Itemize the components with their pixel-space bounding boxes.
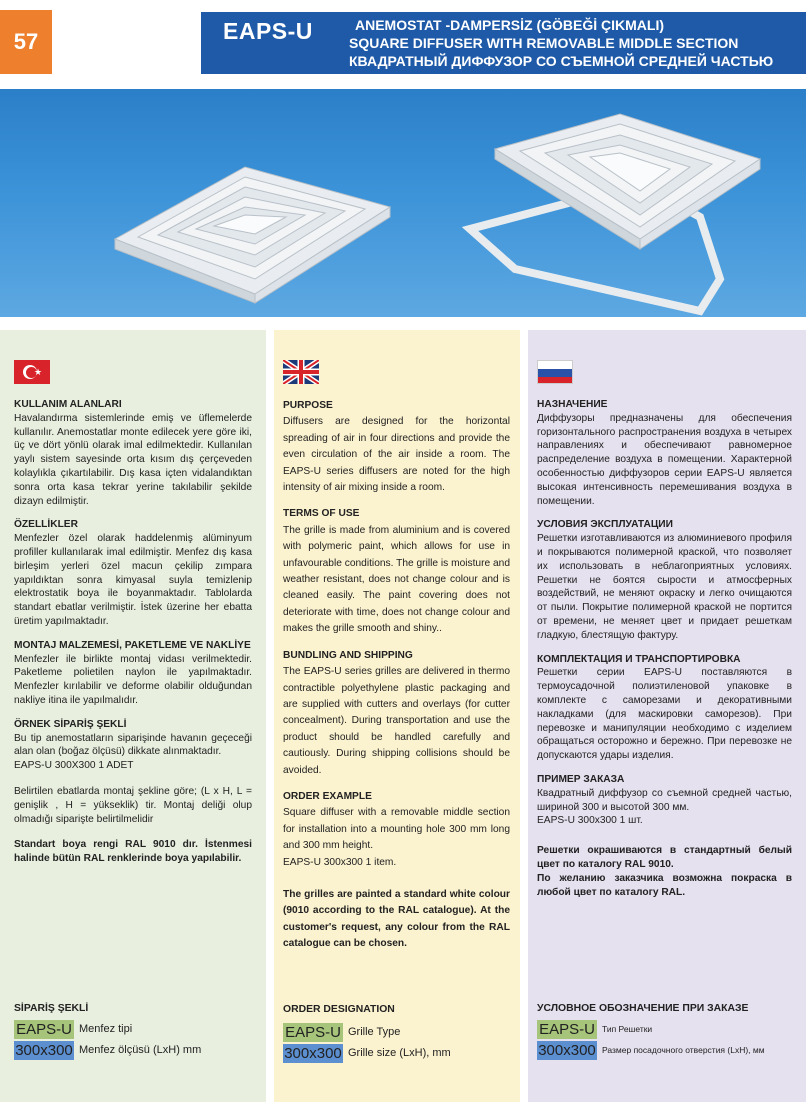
title-ru: КВАДРАТНЫЙ ДИФФУЗОР СО СЪЕМНОЙ СРЕДНЕЙ ЧАСТЬЮ (349, 53, 774, 69)
section-title: НАЗНАЧЕНИЕ (537, 399, 608, 410)
designation-title: SİPARİŞ ŞEKLİ (14, 1003, 89, 1014)
header-bar (201, 12, 806, 74)
paint-note: Решетки окрашиваются в стандартный белый цвет по каталогу RAL 9010. (537, 845, 792, 870)
section-text: Bu tip anemostatların siparişinde havanın geçeceği alan olan (boğaz ölçüsü) dikkate alınmaktadır. (14, 732, 252, 758)
section-text: Решетки изготавливаются из алюминиевого профиля и покрываются полимерной краской, что позволяет их использовать в неблагоприятных условиях. Решетки не боятся сырости и атмосферных воздействий, не меняют окраску и легко очищаются от пыли. Покрытие полимерной краской не портится от времени, не меняет цвет и придает решеткам гладкую, блестящую фактуру. (537, 533, 792, 641)
section-title: ÖRNEK SİPARİŞ ŞEKLİ (14, 718, 127, 730)
title-en: SQUARE DIFFUSER WITH REMOVABLE MIDDLE SECTION (349, 35, 739, 51)
section-text: Диффузоры предназначены для обеспечения горизонтального распространения воздуха в четырех направлениях и обеспечивают равномерное распределение воздуха в помещении. Характерной особенностью диффузоров серии EAPS-U является высокая интенсивность перемешивания воздуха в помещении. (537, 412, 792, 507)
section-title: КОМПЛЕКТАЦИЯ И ТРАНСПОРТИРОВКА (537, 653, 741, 665)
type-chip: EAPS-U (283, 1023, 343, 1042)
section-title: KULLANIM ALANLARI (14, 399, 122, 410)
size-label: Grille size (LxH), mm (348, 1047, 451, 1060)
product-photo (0, 89, 806, 317)
type-label: Menfez tipi (79, 1022, 133, 1035)
size-chip: 300x300 (284, 1044, 342, 1062)
page-number: 57 (0, 10, 52, 74)
designation-row (283, 1022, 533, 1042)
column-english (274, 330, 520, 1102)
section-title: MONTAJ MALZEMESİ, PAKETLEME VE NAKLİYE (14, 639, 251, 651)
section-text: The grille is made from aluminium and is covered with polymeric paint, which allows for use in unfavourable conditions. The grille is moisture and weather resistant, does not change colour and is cleaned easily. The paint covering does not deteriorate with time, does not change colour and makes the grille smooth and shiny.. (283, 524, 510, 635)
type-chip: EAPS-U (537, 1020, 597, 1039)
designation-title: УСЛОВНОЕ ОБОЗНАЧЕНИЕ ПРИ ЗАКАЗЕ (537, 1003, 749, 1014)
section-text: Square diffuser with a removable middle section for installation into a mounting hole 300 mm long and 300 mm height. (283, 807, 510, 852)
model-title: EAPS-U (223, 18, 313, 44)
order-designation (14, 1002, 264, 1062)
title-tr: ANEMOSTAT -DAMPERSİZ (GÖBEĞİ ÇIKMALI) (355, 17, 665, 33)
uk-flag-icon (283, 360, 319, 384)
product-titles (349, 16, 773, 70)
order-designation (537, 1002, 787, 1062)
order-designation (283, 1002, 533, 1064)
size-label: Размер посадочного отверстия (LxH), мм (602, 1044, 765, 1055)
section-title: ORDER EXAMPLE (283, 790, 372, 802)
paint-note: The grilles are painted a standard white colour (9010 according to the RAL catalogue). At the customer's request, any colour from the RAL catalogue can be chosen. (283, 888, 510, 950)
paint-note: Standart boya rengi RAL 9010 dır. İstenmesi halinde bütün RAL renklerinde boya yapılabilir. (14, 839, 252, 865)
designation-row (283, 1043, 533, 1063)
order-example: EAPS-U 300X300 1 ADET (14, 760, 134, 772)
section-title: BUNDLING AND SHIPPING (283, 649, 413, 661)
section-title: ÖZELLİKLER (14, 519, 78, 531)
section-title: PURPOSE (283, 400, 333, 411)
section-title: УСЛОВИЯ ЭКСПЛУАТАЦИИ (537, 519, 673, 531)
turkey-flag-icon: ★ (14, 360, 50, 384)
size-chip: 300x300 (15, 1042, 73, 1060)
designation-row (537, 1041, 787, 1061)
order-example: EAPS-U 300x300 1 item. (283, 856, 397, 868)
order-example: EAPS-U 300x300 1 шт. (537, 815, 643, 827)
designation-row (14, 1020, 264, 1040)
paint-note-custom: По желанию заказчика возможна покраска в любой цвет по каталогу RAL. (537, 872, 792, 898)
type-chip: EAPS-U (14, 1020, 74, 1039)
designation-row (537, 1020, 787, 1040)
size-label: Menfez ölçüsü (LxH) mm (79, 1043, 202, 1056)
section-text: Menfezler ile birlikte montaj vidası verilmektedir. Paketleme polietilen naylon ile yapılmaktadır. Menfezler kırılabilir ve deforme olabilir olduğundan nakliye itina ile yapılmalıdır. (14, 653, 252, 706)
diffuser-illustration (0, 89, 806, 317)
section-text: Diffusers are designed for the horizontal spreading of air in four directions and provide the even circulation of the air inside a room. The EAPS-U series diffusers are noted for the high intensity of air mixing inside a room. (283, 416, 510, 494)
type-label: Тип Решетки (602, 1023, 653, 1034)
designation-title: ORDER DESIGNATION (283, 1004, 395, 1015)
size-chip: 300x300 (538, 1042, 596, 1060)
section-text: Havalandırma sistemlerinde emiş ve üflemelerde kullanılır. Anemostatlar monte edilecek yere göre iki, üç ve dört yönlü olarak imal edilmektedir. Kullanılan yaylı sistem sayesinde orta kısım dış çerçeveden kolaylıkla çıkartılabilir. Dış kasa içten vidalandıktan sonra orta kasa tekrar yerine takılabilir şekilde dizayn edilmiştir. (14, 412, 252, 507)
section-text: The EAPS-U series grilles are delivered in thermo contractible polyethylene plastic packaging and are supplied with cutters and overlays (for cutter concealment). During transportation and use the product should be handled carefully and cautiously. During shipping collisions should be avoided. (283, 666, 510, 776)
column-turkish (0, 330, 266, 1102)
type-label: Grille Type (348, 1026, 401, 1039)
section-title: ПРИМЕР ЗАКАЗА (537, 773, 625, 785)
designation-row (14, 1041, 264, 1061)
diffuser-left (115, 167, 390, 303)
section-text: Квадратный диффузор со съемной средней частью, шириной 300 и высотой 300 мм. (537, 787, 792, 813)
section-text: Решетки серии EAPS-U поставляются в термоусадочной полиэтиленовой упаковке в комплекте с саморезами и декоративными накладками (для маскировки саморезов). При перевозке и манипуляции необходимо с изделием обращаться осторожно и бережно. При перевозке не допускаются удары изделия. (537, 667, 792, 762)
column-russian (528, 330, 806, 1102)
section-text: Menfezler özel olarak haddelenmiş alüminyum profiller kullanılarak imal edilmiştir. Menfez dış kasa birleşim yerleri özel macun çekilip zımpara yapıldıktan sonra kimyasal suyla temizlenip elektrostatik boya ile boyanmaktadır. Tablolarda standart ebatlar verilmiştir. İstek üzerine her ebatta üretim yapılmaktadır. (14, 533, 252, 627)
diffuser-right (470, 114, 760, 311)
russia-flag-icon (537, 360, 573, 384)
section-title: TERMS OF USE (283, 508, 360, 520)
section-text: Belirtilen ebatlarda montaj şekline göre; (L x H, L = genişlik , H = yükseklik) tir. Montaj deliği olup olmadığı siparişte belirtilmelidir (14, 785, 252, 825)
